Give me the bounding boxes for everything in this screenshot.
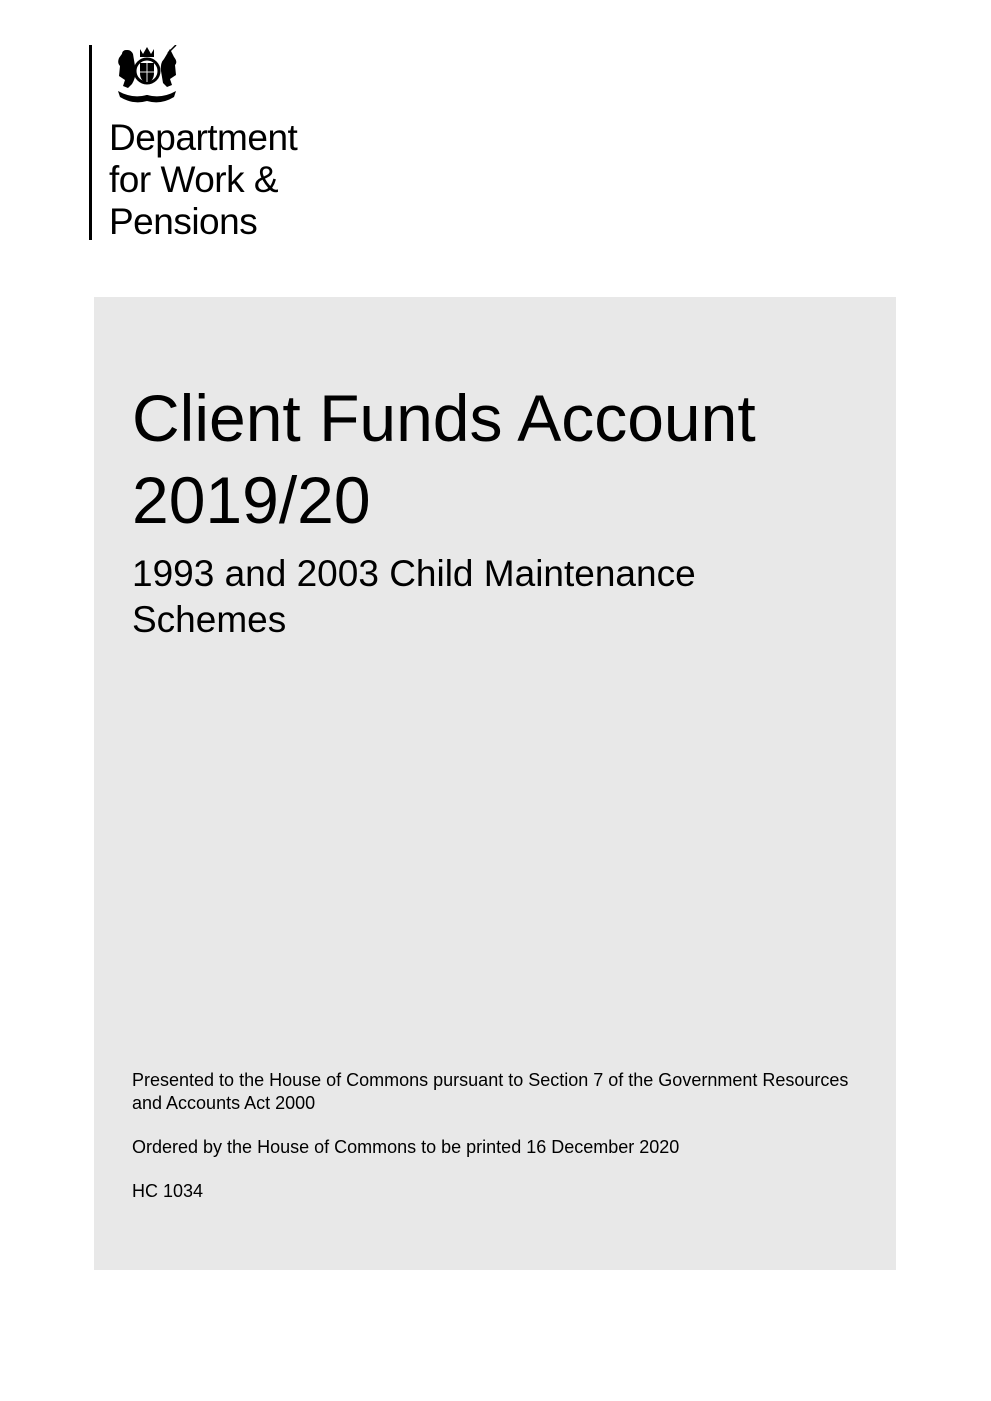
ordered-statement: Ordered by the House of Commons to be printed 16 December 2020 xyxy=(132,1137,680,1157)
publication-notes xyxy=(132,1069,852,1224)
subtitle-line-1: 1993 and 2003 Child Maintenance xyxy=(132,553,696,594)
department-name-line-1: Department xyxy=(109,117,298,158)
presented-statement: Presented to the House of Commons pursuant to Section 7 of the Government Resources and Accounts Act 2000 xyxy=(132,1070,849,1113)
document-title xyxy=(132,377,756,541)
department-name-line-2: for Work & xyxy=(109,159,279,200)
royal-coat-of-arms-icon xyxy=(110,45,184,103)
department-name xyxy=(109,117,297,243)
cover-panel xyxy=(94,297,896,1270)
department-name-line-3: Pensions xyxy=(109,201,258,242)
document-subtitle xyxy=(132,551,696,643)
title-line-2: 2019/20 xyxy=(132,463,371,537)
title-line-1: Client Funds Account xyxy=(132,381,756,455)
hc-number: HC 1034 xyxy=(132,1181,204,1201)
department-logo xyxy=(89,45,298,242)
subtitle-line-2: Schemes xyxy=(132,599,287,640)
